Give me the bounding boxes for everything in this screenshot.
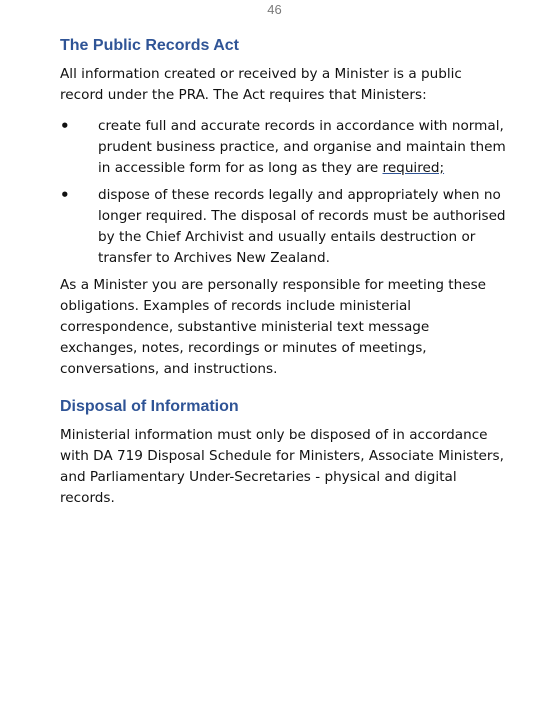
bullet-icon: • — [60, 186, 70, 204]
disposal-paragraph: Ministerial information must only be disposed of in accordance with DA 719 Disposal Schedule for Ministers, Associate Ministers, and Parliamentary Under-Secretaries - physical and digital records. — [60, 427, 504, 506]
list-item — [60, 185, 506, 269]
list-item — [60, 116, 506, 179]
section-heading-public-records-act: The Public Records Act — [60, 37, 239, 54]
page-number: 46 — [267, 2, 282, 17]
bullet-icon: • — [60, 117, 70, 135]
document-body — [60, 36, 506, 509]
list-item-text: dispose of these records legally and appropriately when no longer required. The disposal of records must be authorised by the Chief Archivist and usually entails destruction or transfer to Archives New Zealand. — [98, 187, 506, 266]
list-item-text: create full and accurate records in accordance with normal, prudent business practice, and organise and maintain them in accessible form for as long as they are — [98, 118, 506, 176]
intro-paragraph: All information created or received by a Minister is a public record under the PRA. The Act requires that Ministers: — [60, 66, 462, 103]
list-item-underlined-text: required; — [382, 160, 445, 176]
obligations-paragraph: As a Minister you are personally responsible for meeting these obligations. Examples of records include ministerial correspondence, substantive ministerial text message exchanges, notes, recordings or minutes of meetings, conversations, and instructions. — [60, 277, 487, 377]
section-heading-disposal: Disposal of Information — [60, 398, 239, 415]
requirements-list — [60, 116, 506, 269]
